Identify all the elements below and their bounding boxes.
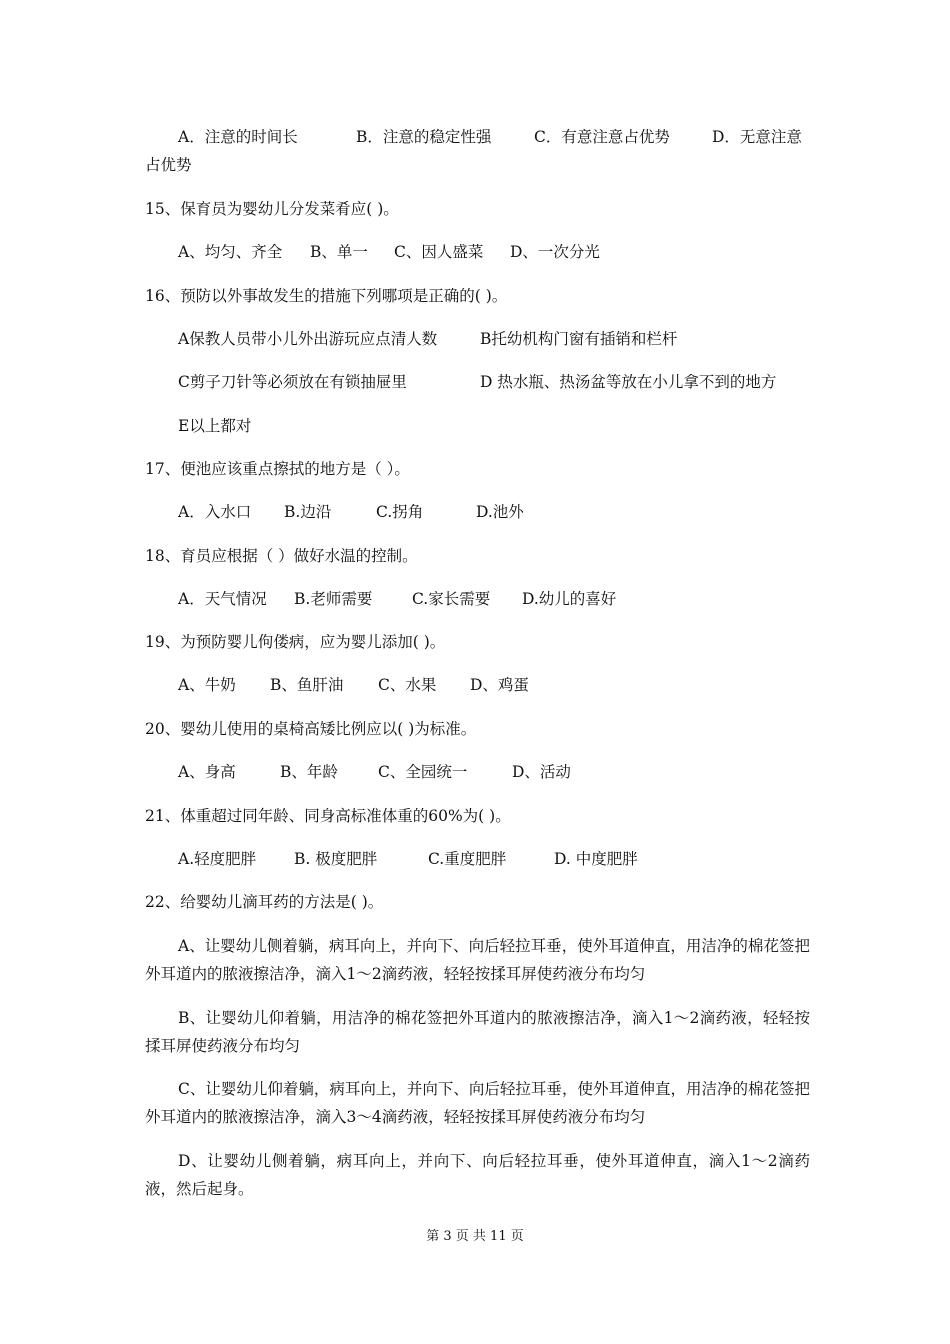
q20-option-d: D、活动 [512, 763, 571, 781]
q22-option-d: D、让婴幼儿侧着躺，病耳向上，并向下、向后轻拉耳垂，使外耳道伸直，滴入1～2滴药液，然后起身。 [145, 1152, 810, 1198]
q17-stem: 17、便池应该重点擦拭的地方是（ ）。 [145, 460, 410, 478]
q16-option-b: B托幼机构门窗有插销和栏杆 [480, 330, 678, 348]
q21-option-b: B. 极度肥胖 [294, 850, 378, 868]
q19-options [178, 675, 843, 695]
q16-stem: 16、预防以外事故发生的措施下列哪项是正确的( )。 [145, 287, 508, 305]
q22-option-b: B、让婴幼儿仰着躺，用洁净的棉花签把外耳道内的脓液擦洁净，滴入1～2滴药液，轻轻按揉耳屏使药液分布均匀 [145, 1009, 810, 1055]
q20-stem: 20、婴幼儿使用的桌椅高矮比例应以( )为标准。 [145, 720, 477, 738]
q15-option-b: B、单一 [310, 243, 368, 261]
q16-option-d: D 热水瓶、热汤盆等放在小儿拿不到的地方 [480, 373, 777, 391]
q17-options [178, 502, 843, 522]
q22-option-c: C、让婴幼儿仰着躺，病耳向上，并向下、向后轻拉耳垂，使外耳道伸直，用洁净的棉花签把外耳道内的脓液擦洁净，滴入3～4滴药液，轻轻按揉耳屏使药液分布均匀 [145, 1080, 810, 1126]
q21-options [178, 849, 843, 869]
q18-option-b: B.老师需要 [294, 590, 373, 608]
q20-options [178, 762, 843, 782]
q21-stem: 21、体重超过同年龄、同身高标准体重的60%为( )。 [145, 807, 511, 825]
q16-option-e: E以上都对 [178, 417, 252, 435]
q15-option-a: A、均匀、齐全 [178, 243, 283, 261]
q15-option-d: D、一次分光 [510, 243, 600, 261]
q19-stem: 19、为预防婴儿佝偻病，应为婴儿添加( )。 [145, 633, 446, 651]
q18-stem: 18、育员应根据（ ）做好水温的控制。 [145, 547, 418, 565]
q15-option-c: C、因人盛菜 [394, 243, 484, 261]
q15-options [178, 242, 843, 262]
q14-option-c: C．有意注意占优势 [534, 128, 670, 146]
q18-option-d: D.幼儿的喜好 [522, 590, 617, 608]
q21-option-a: A.轻度肥胖 [178, 850, 257, 868]
q14-option-d-wrap: 占优势 [145, 156, 192, 174]
q18-option-a: A．天气情况 [178, 590, 267, 608]
page-number-footer: 第 3 页 共 11 页 [426, 1229, 524, 1244]
q22-stem: 22、给婴幼儿滴耳药的方法是( )。 [145, 893, 384, 911]
q16-option-a: A保教人员带小儿外出游玩应点清人数 [178, 330, 438, 348]
q14-options [178, 127, 843, 147]
q14-option-a: A．注意的时间长 [178, 128, 298, 146]
q16-row-2 [178, 372, 843, 392]
q16-option-c: C剪子刀针等必须放在有锁抽屉里 [178, 373, 407, 391]
q19-option-a: A、牛奶 [178, 676, 236, 694]
q15-stem: 15、保育员为婴幼儿分发菜肴应( )。 [145, 200, 399, 218]
q17-option-a: A．入水口 [178, 503, 252, 521]
q21-option-d: D. 中度肥胖 [554, 850, 638, 868]
q20-option-c: C、全园统一 [378, 763, 468, 781]
q22-option-a: A、让婴幼儿侧着躺，病耳向上，并向下、向后轻拉耳垂，使外耳道伸直，用洁净的棉花签把外耳道内的脓液擦洁净，滴入1～2滴药液，轻轻按揉耳屏使药液分布均匀 [145, 937, 810, 983]
q20-option-b: B、年龄 [280, 763, 338, 781]
q17-option-c: C.拐角 [376, 503, 424, 521]
q19-option-c: C、水果 [378, 676, 437, 694]
q18-options [178, 589, 843, 609]
q19-option-b: B、鱼肝油 [270, 676, 344, 694]
q14-option-b: B．注意的稳定性强 [356, 128, 492, 146]
q17-option-b: B.边沿 [284, 503, 332, 521]
q17-option-d: D.池外 [476, 503, 524, 521]
q14-option-d: D．无意注意 [712, 128, 802, 146]
q20-option-a: A、身高 [178, 763, 236, 781]
q19-option-d: D、鸡蛋 [470, 676, 529, 694]
q18-option-c: C.家长需要 [412, 590, 491, 608]
q16-row-1 [178, 329, 843, 349]
q21-option-c: C.重度肥胖 [428, 850, 507, 868]
